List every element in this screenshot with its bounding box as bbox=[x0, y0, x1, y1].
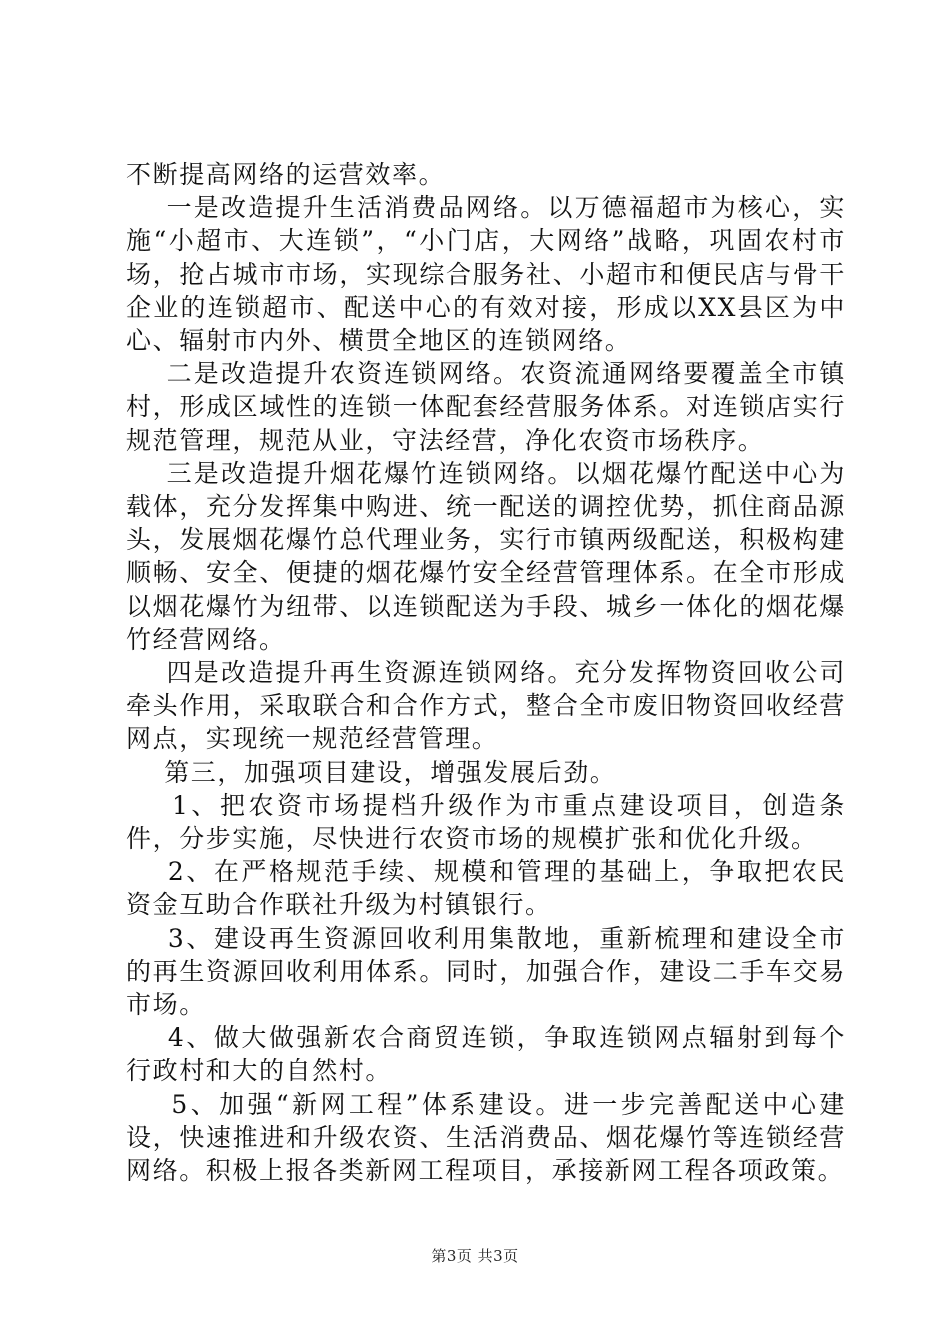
paragraph-recycling-network: 四是改造提升再生资源连锁网络。充分发挥物资回收公司牵头作用，采取联合和合作方式，整合全市废旧物资回收经营网点，实现统一规范经营管理。 bbox=[126, 658, 846, 754]
document-body bbox=[126, 158, 846, 1187]
paragraph-item-5: 5、加强“新网工程”体系建设。进一步完善配送中心建设，快速推进和升级农资、生活消费品、烟花爆竹等连锁经营网络。积极上报各类新网工程项目，承接新网工程各项政策。 bbox=[126, 1089, 846, 1186]
paragraph-item-3: 3、建设再生资源回收利用集散地，重新梳理和建设全市的再生资源回收利用体系。同时，加强合作，建设二手车交易市场。 bbox=[126, 923, 846, 1020]
paragraph-item-4: 4、做大做强新农合商贸连锁，争取连锁网点辐射到每个行政村和大的自然村。 bbox=[126, 1023, 846, 1086]
paragraph-fireworks-network: 三是改造提升烟花爆竹连锁网络。以烟花爆竹配送中心为载体，充分发挥集中购进、统一配送的调控优势，抓住商品源头，发展烟花爆竹总代理业务，实行市镇两级配送，积极构建顺畅、安全、便捷的烟花爆竹安全经营管理体系。在全市形成以烟花爆竹为纽带、以连锁配送为手段、城乡一体化的烟花爆竹经营网络。 bbox=[126, 458, 846, 654]
paragraph-consumer-goods-network: 一是改造提升生活消费品网络。以万德福超市为核心，实施“小超市、大连锁”，“小门店，大网络”战略，巩固农村市场，抢占城市市场，实现综合服务社、小超市和便民店与骨干企业的连锁超市、配送中心的有效对接，形成以XX县区为中心、辐射市内外、横贯全地区的连锁网络。 bbox=[126, 193, 846, 356]
paragraph-section-three-heading: 第三，加强项目建设，增强发展后劲。 bbox=[126, 757, 617, 787]
page-number-footer: 第3页 共3页 bbox=[431, 1247, 519, 1265]
paragraph-item-1: 1、把农资市场提档升级作为市重点建设项目，创造条件，分步实施，尽快进行农资市场的规模扩张和优化升级。 bbox=[126, 790, 846, 854]
paragraph-agricultural-network: 二是改造提升农资连锁网络。农资流通网络要覆盖全市镇村，形成区域性的连锁一体配套经营服务体系。对连锁店实行规范管理，规范从业，守法经营，净化农资市场秩序。 bbox=[126, 359, 846, 455]
paragraph-item-2: 2、在严格规范手续、规模和管理的基础上，争取把农民资金互助合作联社升级为村镇银行。 bbox=[126, 857, 846, 920]
paragraph-continuation: 不断提高网络的运营效率。 bbox=[126, 160, 446, 189]
